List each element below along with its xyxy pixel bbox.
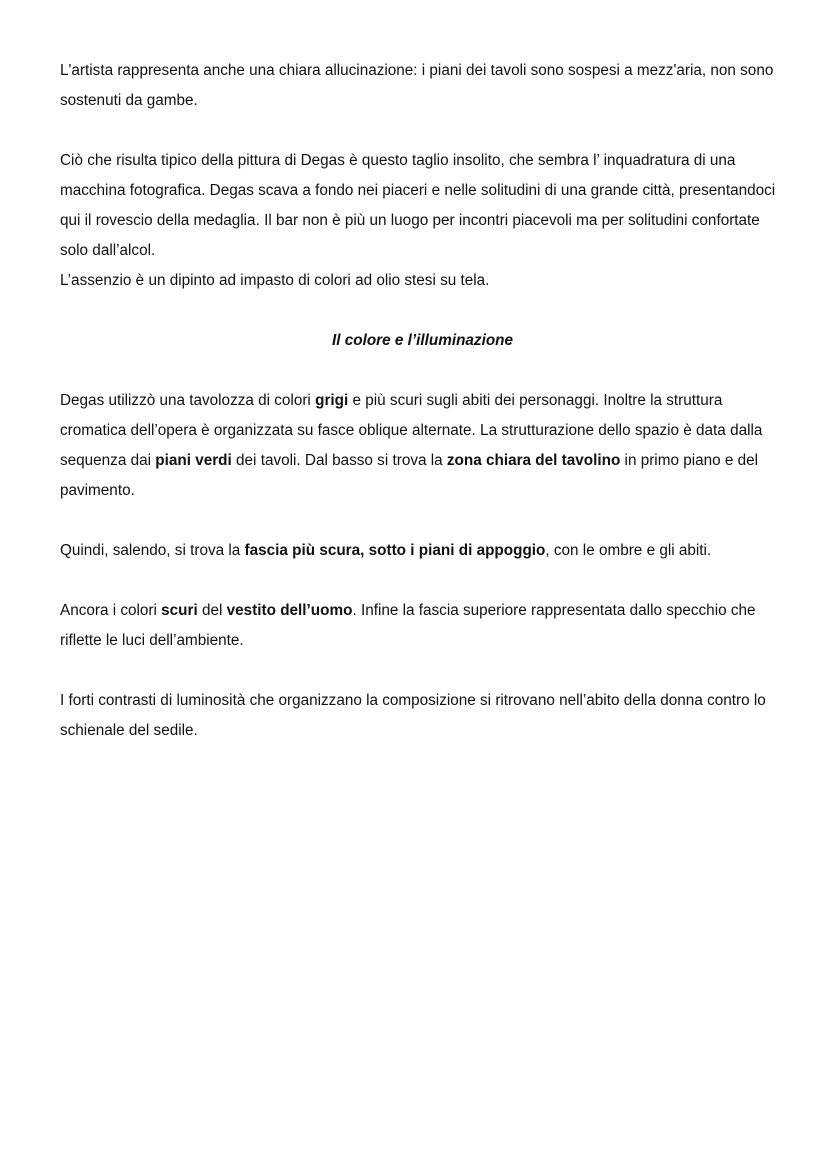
text-run: Quindi, salendo, si trova la [60, 542, 245, 559]
section-heading: Il colore e l’illuminazione [331, 332, 514, 349]
paragraph-tecnica: L’assenzio è un dipinto ad impasto di colori ad olio stesi su tela. [60, 272, 490, 289]
spacer [60, 506, 785, 536]
text-run: e più scuri sugli abiti dei personaggi. Inoltre la struttura cromatica dell’opera è organizzata su fasce oblique alternate. La strutturazione dello spazio è data dalla sequenza dai [60, 392, 763, 469]
document-page [60, 56, 785, 746]
spacer [60, 566, 785, 596]
text-run: , con le ombre e gli abiti. [545, 542, 712, 559]
spacer [60, 296, 785, 326]
spacer [60, 116, 785, 146]
paragraph-vestito-uomo [60, 596, 785, 656]
bold-text: vestito dell’uomo [226, 602, 353, 619]
paragraph-allucinazione: L'artista rappresenta anche una chiara allucinazione: i piani dei tavoli sono sospesi a mezz'aria, non sono sostenuti da gambe. [60, 62, 774, 109]
text-run: dei tavoli. Dal basso si trova la [231, 452, 447, 469]
bold-text: piani verdi [155, 452, 232, 469]
spacer [60, 356, 785, 386]
paragraph-fascia-scura [60, 536, 785, 566]
text-run: del [197, 602, 227, 619]
bold-text: zona chiara del tavolino [446, 452, 621, 469]
bold-text: grigi [315, 392, 349, 409]
paragraph-tavolozza [60, 386, 785, 506]
bold-text: scuri [161, 602, 198, 619]
text-run: Degas utilizzò una tavolozza di colori [60, 392, 316, 409]
text-run: in primo piano e del pavimento. [60, 452, 759, 499]
spacer [60, 656, 785, 686]
text-run: . Infine la fascia superiore rappresentata dallo specchio che riflette le luci dell’ambiente. [60, 602, 756, 649]
paragraph-contrasti: I forti contrasti di luminosità che organizzano la composizione si ritrovano nell’abito della donna contro lo schienale del sedile. [60, 692, 766, 739]
paragraph-taglio-insolito: Ciò che risulta tipico della pittura di Degas è questo taglio insolito, che sembra l’ inquadratura di una macchina fotografica. Degas scava a fondo nei piaceri e nelle solitudini di una grande città, presentandoci qui il rovescio della medaglia. Il bar non è più un luogo per incontri piacevoli ma per solitudini confortate solo dall’alcol. [60, 152, 776, 259]
bold-text: fascia più scura, sotto i piani di appoggio [244, 542, 546, 559]
text-run: Ancora i colori [60, 602, 162, 619]
